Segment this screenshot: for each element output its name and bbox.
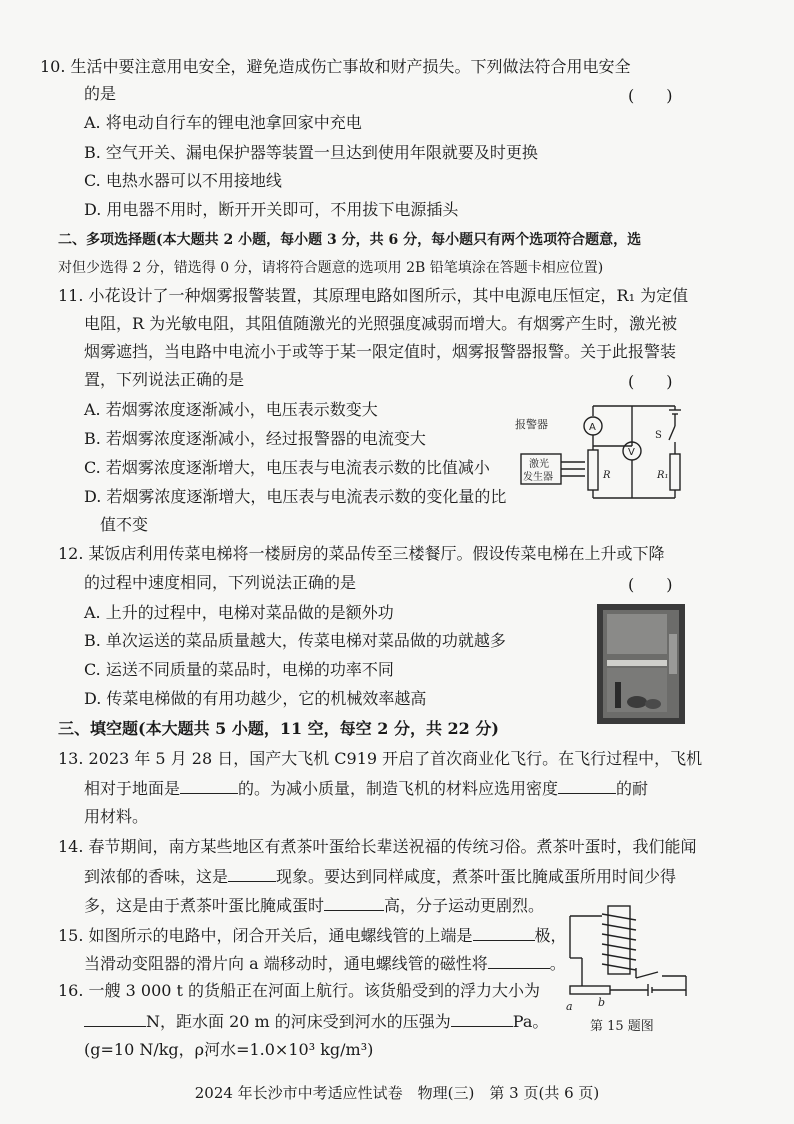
q15-line1-b: 极， xyxy=(534,926,567,945)
q12-answer-paren: ( ) xyxy=(628,575,673,594)
q15-blank-1[interactable] xyxy=(473,924,535,941)
q10-option-a: A. 将电动自行车的锂电池拿回家中充电 xyxy=(84,113,362,132)
ammeter-label: A xyxy=(589,422,596,433)
q15-solenoid-circuit xyxy=(562,902,692,1034)
alarm-label: 报警器 xyxy=(515,418,548,431)
q16-line1: 16. 一艘 3 000 t 的货船正在河面上航行。该货船受到的浮力大小为 xyxy=(58,981,541,1000)
q15-blank-2[interactable] xyxy=(488,952,550,969)
q12-option-b: B. 单次运送的菜品质量越大，传菜电梯对菜品做的功就越多 xyxy=(84,631,506,650)
q15-line1-a: 15. 如图所示的电路中，闭合开关后，通电螺线管的上端是 xyxy=(58,926,473,945)
q12-stem-line1: 12. 某饭店利用传菜电梯将一楼厨房的菜品传至三楼餐厅。假设传菜电梯在上升或下降 xyxy=(58,544,665,563)
q15-line2 xyxy=(84,952,566,975)
q15-caption: 第 15 题图 xyxy=(590,1019,654,1034)
laser-label-1: 激光 xyxy=(529,459,549,470)
q11-option-b: B. 若烟雾浓度逐渐减小，经过报警器的电流变大 xyxy=(84,429,426,448)
q11-option-a: A. 若烟雾浓度逐渐减小，电压表示数变大 xyxy=(84,400,378,419)
q13-line2 xyxy=(84,777,648,800)
q12-option-a: A. 上升的过程中，电梯对菜品做的是额外功 xyxy=(84,603,394,622)
resistor-r1-label: R₁ xyxy=(657,470,669,481)
switch-label: S xyxy=(655,430,662,441)
q10-option-b: B. 空气开关、漏电保护器等装置一旦达到使用年限就要及时更换 xyxy=(84,143,538,162)
rheostat-b-label: b xyxy=(598,996,606,1009)
section2-heading-line1: 二、多项选择题(本大题共 2 小题，每小题 3 分，共 6 分，每小题只有两个选项符合题意，选 xyxy=(58,232,642,248)
q13-line3: 用材料。 xyxy=(84,807,149,826)
q11-stem-line1: 11. 小花设计了一种烟雾报警装置，其原理电路如图所示，其中电源电压恒定，R₁ 为定值 xyxy=(58,286,689,305)
q13-line2-b: 的。为减小质量，制造飞机的材料应选用密度 xyxy=(238,779,559,798)
q10-answer-paren: ( ) xyxy=(628,86,673,105)
resistor-r-label: R xyxy=(603,470,611,481)
rheostat-a-label: a xyxy=(566,1000,573,1013)
q11-option-c: C. 若烟雾浓度逐渐增大，电压表与电流表示数的比值减小 xyxy=(84,458,490,477)
q15-line2-b: 。 xyxy=(549,954,566,973)
q16-line2-b: Pa。 xyxy=(512,1012,549,1031)
q14-line3-b: 高，分子运动更剧烈。 xyxy=(384,896,545,915)
q16-blank-2[interactable] xyxy=(451,1010,513,1027)
q14-line2-b: 现象。要达到同样咸度，煮茶叶蛋比腌咸蛋所用时间少得 xyxy=(276,867,677,886)
q13-blank-1[interactable] xyxy=(180,777,238,794)
section2-heading-line2: 对但少选得 2 分，错选得 0 分，请将符合题意的选项用 2B 铅笔填涂在答题卡相应位置) xyxy=(58,260,604,276)
voltmeter-label: V xyxy=(628,447,635,458)
dumbwaiter-photo xyxy=(597,604,685,724)
q12-stem-line2: 的过程中速度相同，下列说法正确的是 xyxy=(84,573,357,592)
q13-line2-c: 的耐 xyxy=(616,779,649,798)
q16-line2-a: N，距水面 20 m 的河床受到河水的压强为 xyxy=(146,1012,451,1031)
q14-line2-a: 到浓郁的香味，这是 xyxy=(84,867,229,886)
q13-line2-a: 相对于地面是 xyxy=(84,779,181,798)
q10-option-c: C. 电热水器可以不用接地线 xyxy=(84,171,282,190)
q10-stem-line1: 10. 生活中要注意用电安全，避免造成伤亡事故和财产损失。下列做法符合用电安全 xyxy=(40,57,631,76)
q12-option-c: C. 运送不同质量的菜品时，电梯的功率不同 xyxy=(84,660,394,679)
q15-line2-a: 当滑动变阻器的滑片向 a 端移动时，通电螺线管的磁性将 xyxy=(84,954,488,973)
q16-line2 xyxy=(84,1010,548,1033)
q14-blank-2[interactable] xyxy=(324,894,384,911)
section3-heading: 三、填空题(本大题共 5 小题，11 空，每空 2 分，共 22 分) xyxy=(58,719,499,738)
q13-blank-2[interactable] xyxy=(558,777,616,794)
q16-blank-1[interactable] xyxy=(84,1010,146,1027)
laser-label-2: 发生器 xyxy=(523,472,553,483)
q10-stem-line2: 的是 xyxy=(84,84,117,103)
q12-option-d: D. 传菜电梯做的有用功越少，它的机械效率越高 xyxy=(84,689,427,708)
q11-stem-line3: 烟雾遮挡，当电路中电流小于或等于某一限定值时，烟雾报警器报警。关于此报警装 xyxy=(84,342,677,361)
q10-option-d: D. 用电器不用时，断开开关即可，不用拔下电源插头 xyxy=(84,200,459,219)
q11-stem-line2: 电阻，R 为光敏电阻，其阻值随激光的光照强度减弱而增大。有烟雾产生时，激光被 xyxy=(84,314,678,333)
q14-line1: 14. 春节期间，南方某些地区有煮茶叶蛋给长辈送祝福的传统习俗。煮茶叶蛋时，我们能闻 xyxy=(58,837,697,856)
page-footer: 2024 年长沙市中考适应性试卷 物理(三) 第 3 页(共 6 页) xyxy=(194,1084,600,1102)
q16-line3: (g=10 N/kg，ρ河水=1.0×10³ kg/m³) xyxy=(84,1040,374,1059)
q11-stem-line4: 置，下列说法正确的是 xyxy=(84,370,245,389)
q15-line1 xyxy=(58,924,567,947)
q14-blank-1[interactable] xyxy=(228,865,276,882)
q14-line3-a: 多，这是由于煮茶叶蛋比腌咸蛋时 xyxy=(84,896,325,915)
q14-line2 xyxy=(84,865,676,888)
q11-option-d-cont: 值不变 xyxy=(100,515,149,534)
q14-line3 xyxy=(84,894,544,917)
q13-line1: 13. 2023 年 5 月 28 日，国产大飞机 C919 开启了首次商业化飞行。在飞行过程中，飞机 xyxy=(58,749,703,768)
q11-answer-paren: ( ) xyxy=(628,372,673,391)
q11-circuit-diagram xyxy=(515,398,690,508)
q11-option-d: D. 若烟雾浓度逐渐增大，电压表与电流表示数的变化量的比 xyxy=(84,487,507,506)
